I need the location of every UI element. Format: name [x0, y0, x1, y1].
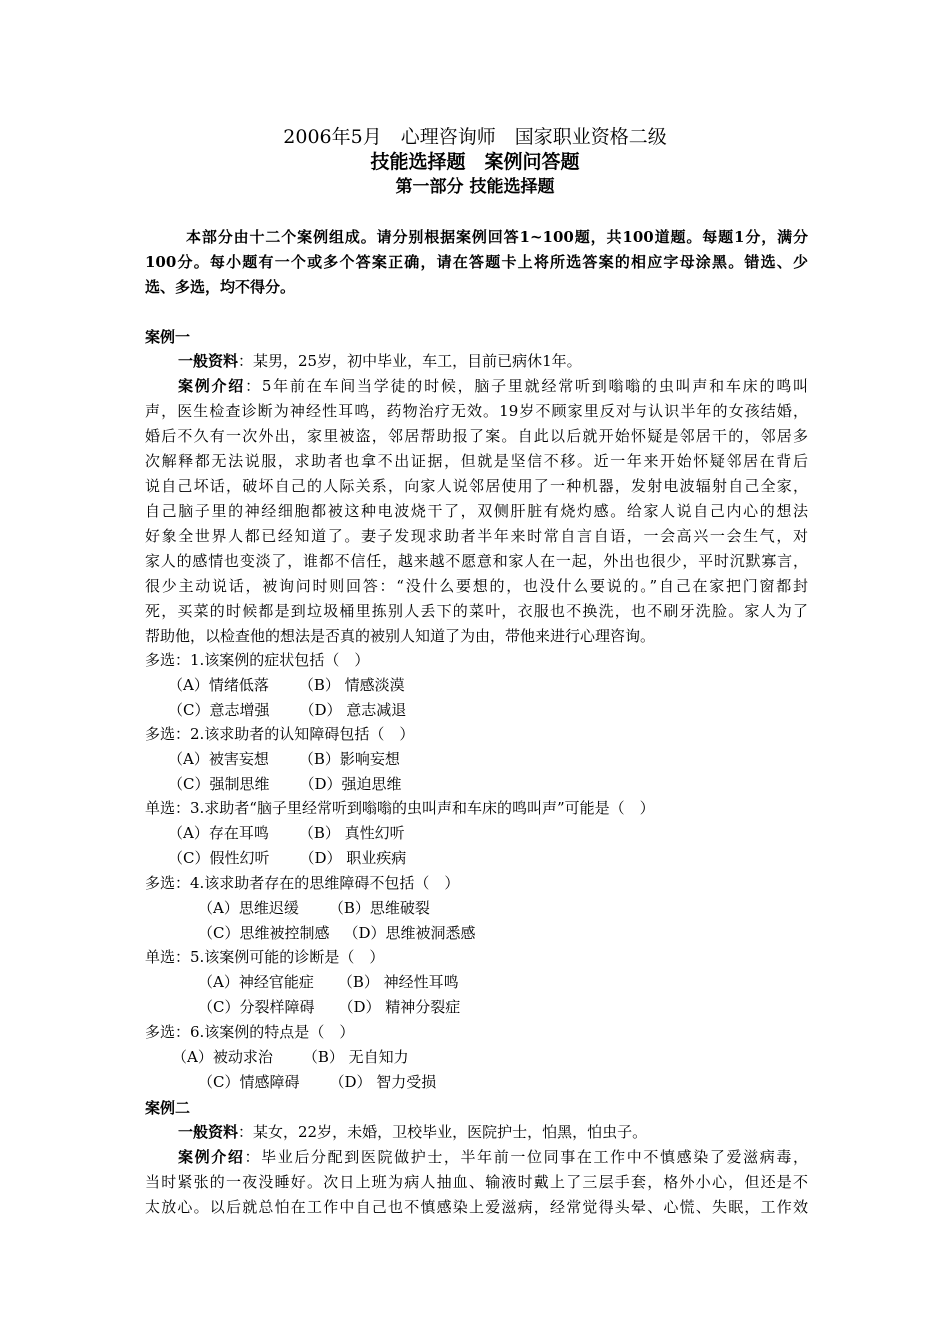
question-2-option-a: （A）被害妄想	[168, 750, 269, 768]
case-1-intro-line: 死，买菜的时候都是到垃圾桶里拣别人丢下的菜叶，衣服也不换洗，也不刷牙洗脸。家人为了	[145, 602, 808, 620]
question-3-options-row-2	[168, 848, 406, 868]
question-1-options-row-2	[168, 700, 406, 720]
case-1-intro-line: 好象全世界人都已经知道了。妻子发现求助者半年来时常自言自语，一会高兴一会生气，对	[145, 527, 808, 545]
question-3-stem: 单选：3.求助者“脑子里经常听到嗡嗡的虫叫声和车床的鸣叫声”可能是（ ）	[145, 799, 655, 817]
document-title: 2006年5月 心理咨询师 国家职业资格二级	[283, 126, 667, 148]
question-1-option-b: （B） 情感淡漠	[298, 676, 405, 694]
question-6-option-b: （B） 无自知力	[302, 1048, 409, 1066]
instructions-line-1: 本部分由十二个案例组成。请分别根据案例回答1~100题，共100道题。每题1分，满分	[186, 228, 808, 246]
case-2-intro-line: 太放心。以后就总怕在工作中自己也不慎感染上爱滋病，经常觉得头晕、心慌、失眠，工作效	[145, 1198, 808, 1216]
question-4-option-a: （A）思维迟缓	[198, 899, 299, 917]
instructions-line-2: 100分。每小题有一个或多个答案正确，请在答题卡上将所选答案的相应字母涂黑。错选、少	[145, 253, 808, 271]
question-1-options-row-1	[168, 675, 405, 695]
question-4-stem: 多选：4.该求助者存在的思维障碍不包括（ ）	[145, 874, 460, 892]
case-2-intro-first-line: ：毕业后分配到医院做护士，半年前一位同事在工作中不慎感染了爱滋病毒，	[244, 1148, 808, 1166]
question-5-option-a: （A）神经官能症	[198, 973, 314, 991]
question-3-option-d: （D） 职业疾病	[299, 849, 407, 867]
question-4-option-c: （C）思维被控制感	[198, 924, 330, 942]
case-1-intro	[178, 376, 808, 396]
question-6-options-row-2	[198, 1072, 436, 1092]
question-5-option-b: （B） 神经性耳鸣	[337, 973, 459, 991]
case-2-general-text: ：某女，22岁，未婚，卫校毕业，医院护士，怕黑，怕虫子。	[238, 1123, 648, 1141]
question-2-options-row-1	[168, 749, 400, 769]
case-1-intro-last-line: 帮助他，以检查他的想法是否真的被别人知道了为由，带他来进行心理咨询。	[145, 627, 656, 645]
question-3-option-b: （B） 真性幻听	[298, 824, 405, 842]
case-1-general-label: 一般资料	[178, 352, 239, 370]
question-5-option-d: （D） 精神分裂症	[338, 998, 461, 1016]
question-1-stem: 多选：1.该案例的症状包括（ ）	[145, 651, 370, 669]
case-2-general	[178, 1122, 647, 1142]
question-1-option-d: （D） 意志减退	[299, 701, 407, 719]
question-2-stem: 多选：2.该求助者的认知障碍包括（ ）	[145, 725, 415, 743]
question-3-option-c: （C）假性幻听	[168, 849, 270, 867]
question-2-option-c: （C）强制思维	[168, 775, 270, 793]
case-1-intro-line: 次解释都无法说服，求助者也拿不出证据，但就是坚信不移。近一年来开始怀疑邻居在背后	[145, 452, 808, 470]
case-1-general	[178, 351, 582, 371]
question-6-options-row-1	[172, 1047, 409, 1067]
question-2-options-row-2	[168, 774, 402, 794]
case-1-intro-label: 案例介绍	[178, 377, 246, 395]
question-1-option-c: （C）意志增强	[168, 701, 270, 719]
case-2-heading: 案例二	[145, 1099, 191, 1117]
case-1-intro-line: 婚后不久有一次外出，家里被盗，邻居帮助报了案。自此以后就开始怀疑是邻居干的，邻居多	[145, 427, 808, 445]
question-2-option-d: （D）强迫思维	[299, 775, 402, 793]
question-6-option-c: （C）情感障碍	[198, 1073, 300, 1091]
case-1-intro-line: 说自己坏话，破坏自己的人际关系，向家人说邻居使用了一种机器，发射电波辐射自己全家，	[145, 477, 808, 495]
case-2-general-label: 一般资料	[178, 1123, 239, 1141]
question-3-option-a: （A）存在耳鸣	[168, 824, 269, 842]
question-5-options-row-2	[198, 997, 460, 1017]
question-5-options-row-1	[198, 972, 459, 992]
question-4-options-row-1	[198, 898, 430, 918]
document-subtitle: 技能选择题 案例问答题	[370, 151, 580, 173]
question-3-options-row-1	[168, 823, 405, 843]
question-5-option-c: （C）分裂样障碍	[198, 998, 315, 1016]
case-1-intro-line: 自己脑子里的神经细胞都被这种电波烧干了，双侧肝脏有烧灼感。给家人说自己内心的想法	[145, 502, 808, 520]
instructions-line-3: 选、多选，均不得分。	[145, 278, 296, 296]
question-6-stem: 多选：6.该案例的特点是（ ）	[145, 1023, 355, 1041]
question-4-option-d: （D）思维被洞悉感	[343, 924, 476, 942]
part-title: 第一部分 技能选择题	[395, 177, 555, 197]
case-1-intro-line: 声，医生检查诊断为神经性耳鸣，药物治疗无效。19岁不顾家里反对与认识半年的女孩结婚，	[145, 402, 808, 420]
case-1-intro-line: 家人的感情也变淡了，谁都不信任，越来越不愿意和家人在一起，外出也很少，平时沉默寡言，	[145, 552, 808, 570]
question-6-option-a: （A）被动求治	[172, 1048, 273, 1066]
case-2-intro-label: 案例介绍	[178, 1148, 245, 1166]
question-1-option-a: （A）情绪低落	[168, 676, 269, 694]
case-2-intro	[178, 1147, 808, 1167]
question-5-stem: 单选：5.该案例可能的诊断是（ ）	[145, 948, 385, 966]
case-1-intro-first-line: ：5年前在车间当学徒的时候，脑子里就经常听到嗡嗡的虫叫声和车床的鸣叫	[245, 377, 808, 395]
case-1-heading: 案例一	[145, 328, 191, 346]
question-4-option-b: （B）思维破裂	[328, 899, 430, 917]
case-1-general-text: ：某男，25岁，初中毕业，车工，目前已病休1年。	[238, 352, 582, 370]
case-1-intro-line: 很少主动说话，被询问时则回答：“没什么要想的，也没什么要说的。”自己在家把门窗都封	[145, 577, 808, 595]
question-2-option-b: （B）影响妄想	[298, 750, 400, 768]
case-2-intro-line: 当时紧张的一夜没睡好。次日上班为病人抽血、输液时戴上了三层手套，格外小心，但还是不	[145, 1173, 808, 1191]
question-6-option-d: （D） 智力受损	[329, 1073, 437, 1091]
question-4-options-row-2	[198, 923, 476, 943]
